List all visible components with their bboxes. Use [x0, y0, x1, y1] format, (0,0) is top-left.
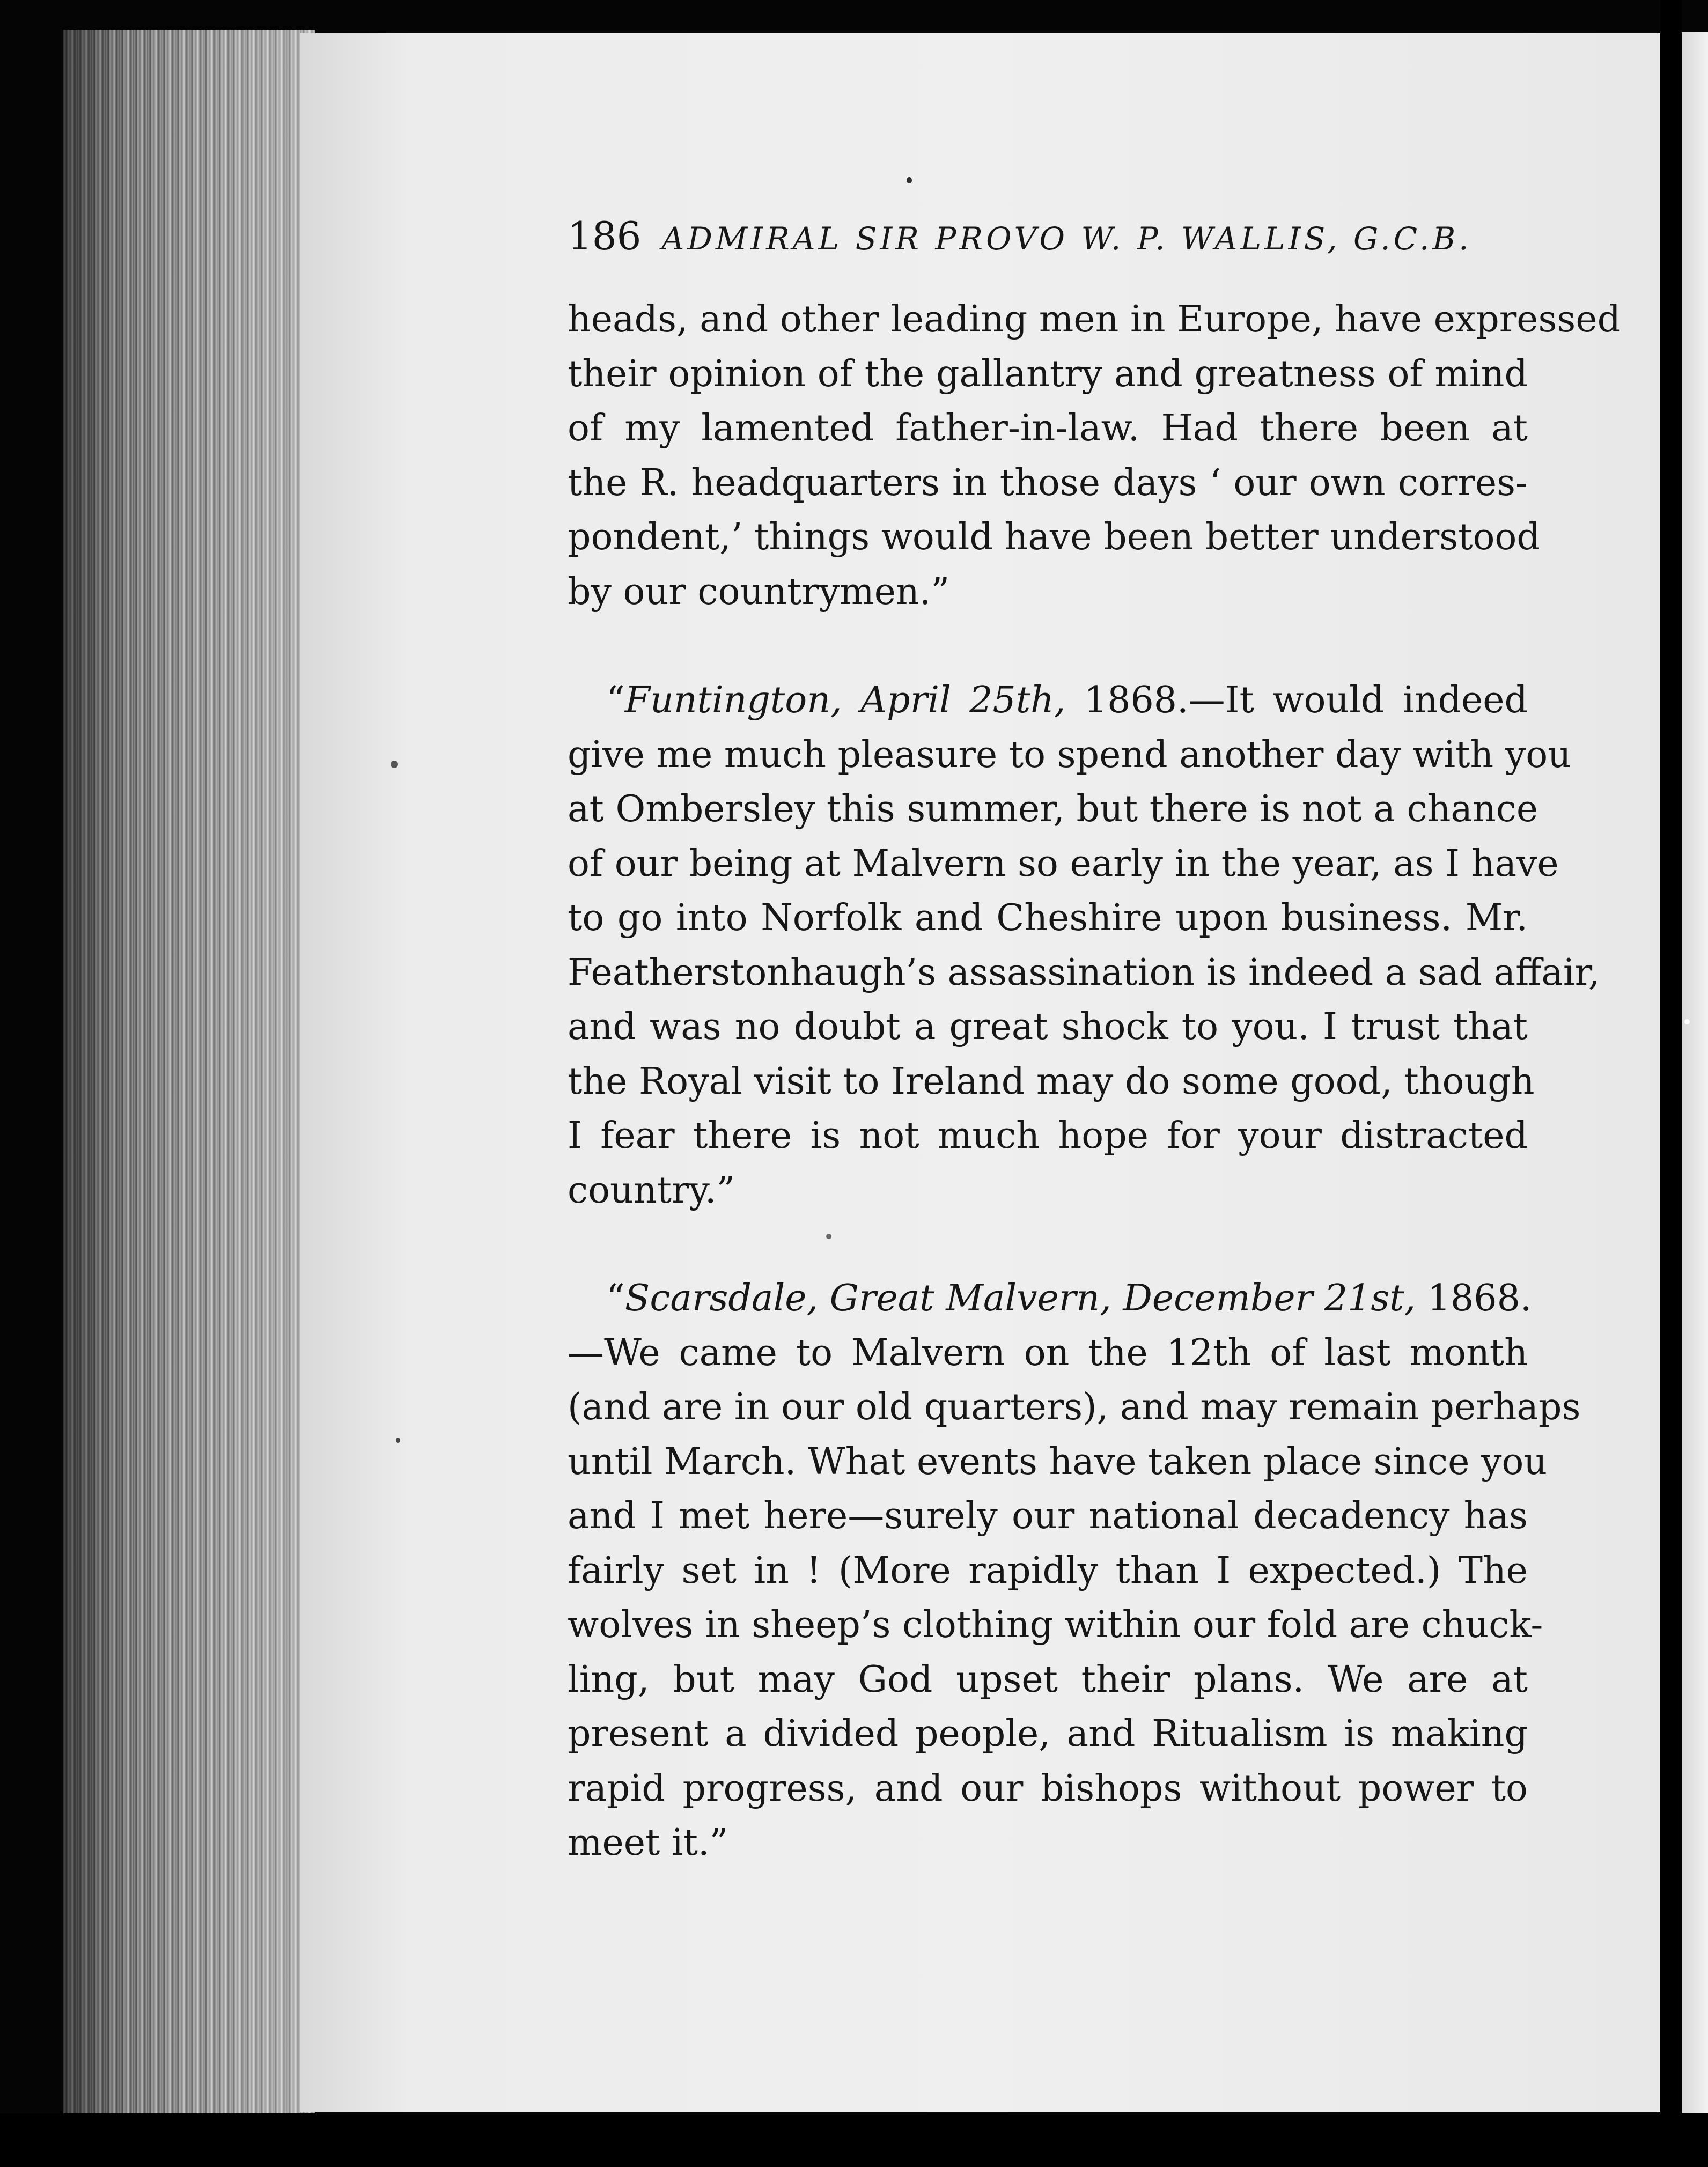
text-line: heads, and other leading men in Europe, have expressed: [568, 298, 1621, 341]
text-line: fairly set in ! (More rapidly than I expected.) The: [568, 1549, 1528, 1592]
page-edge-shadow: [63, 30, 315, 2116]
text-line: of my lamented father-in-law. Had there been at: [568, 407, 1528, 449]
text-line: and was no doubt a great shock to you. I trust that: [568, 1006, 1528, 1048]
scan-speck: [391, 761, 398, 768]
scan-speck: [396, 1438, 400, 1443]
gutter-shadow: [1660, 0, 1682, 2167]
text-line: and I met here—surely our national decadency has: [568, 1495, 1528, 1537]
dateline-continuation: 1868.: [1416, 1277, 1532, 1320]
text-line: give me much pleasure to spend another day with you: [568, 733, 1571, 776]
text-line: the R. headquarters in those days ‘ our own corres-: [568, 461, 1528, 504]
text-line: present a divided people, and Ritualism is making: [568, 1713, 1528, 1755]
text-line: I fear there is not much hope for your distracted: [568, 1115, 1528, 1157]
opening-quote: “: [606, 679, 625, 721]
text-line: of our being at Malvern so early in the year, as I have: [568, 842, 1559, 885]
letter-scarsdale: [568, 1271, 1581, 1870]
paragraph-continuation: [568, 292, 1621, 619]
text-line: rapid progress, and our bishops without power to: [568, 1767, 1528, 1810]
scan-speck: [907, 177, 912, 183]
dateline-line: [568, 673, 1528, 728]
dateline-continuation: 1868.—It would indeed: [1065, 679, 1528, 721]
text-line: by our countrymen.”: [568, 570, 950, 613]
bottom-border: [0, 2113, 1708, 2167]
scan-speck: [1684, 1019, 1690, 1024]
text-line: pondent,’ things would have been better understood: [568, 516, 1540, 558]
letter-funtington: [568, 673, 1600, 1218]
text-line: to go into Norfolk and Cheshire upon business. Mr.: [568, 897, 1528, 939]
text-line: country.”: [568, 1169, 735, 1212]
text-line: —We came to Malvern on the 12th of last month: [568, 1331, 1528, 1374]
running-title: ADMIRAL SIR PROVO W. P. WALLIS, G.C.B.: [661, 220, 1472, 257]
opening-quote: “: [606, 1277, 625, 1320]
text-line: ling, but may God upset their plans. We are at: [568, 1658, 1528, 1701]
text-line: Featherstonhaugh’s assassination is indeed a sad affair,: [568, 951, 1600, 994]
dateline-line: [568, 1271, 1532, 1326]
letter-dateline: Funtington, April 25th,: [624, 679, 1066, 721]
next-page-sliver: [1682, 32, 1708, 2113]
text-line: meet it.”: [568, 1822, 728, 1864]
scan-speck: [826, 1234, 831, 1239]
text-line: until March. What events have taken place since you: [568, 1440, 1548, 1483]
text-line: at Ombersley this summer, but there is not a chance: [568, 788, 1538, 830]
text-line: (and are in our old quarters), and may remain perhaps: [568, 1386, 1581, 1428]
letter-dateline: Scarsdale, Great Malvern, December 21st,: [624, 1277, 1416, 1320]
text-line: the Royal visit to Ireland may do some good, though: [568, 1060, 1535, 1103]
running-head: [568, 207, 1528, 266]
text-line: wolves in sheep’s clothing within our fold are chuck-: [568, 1604, 1543, 1646]
text-line: their opinion of the gallantry and greatness of mind: [568, 352, 1528, 395]
page-number: 186: [568, 213, 642, 259]
